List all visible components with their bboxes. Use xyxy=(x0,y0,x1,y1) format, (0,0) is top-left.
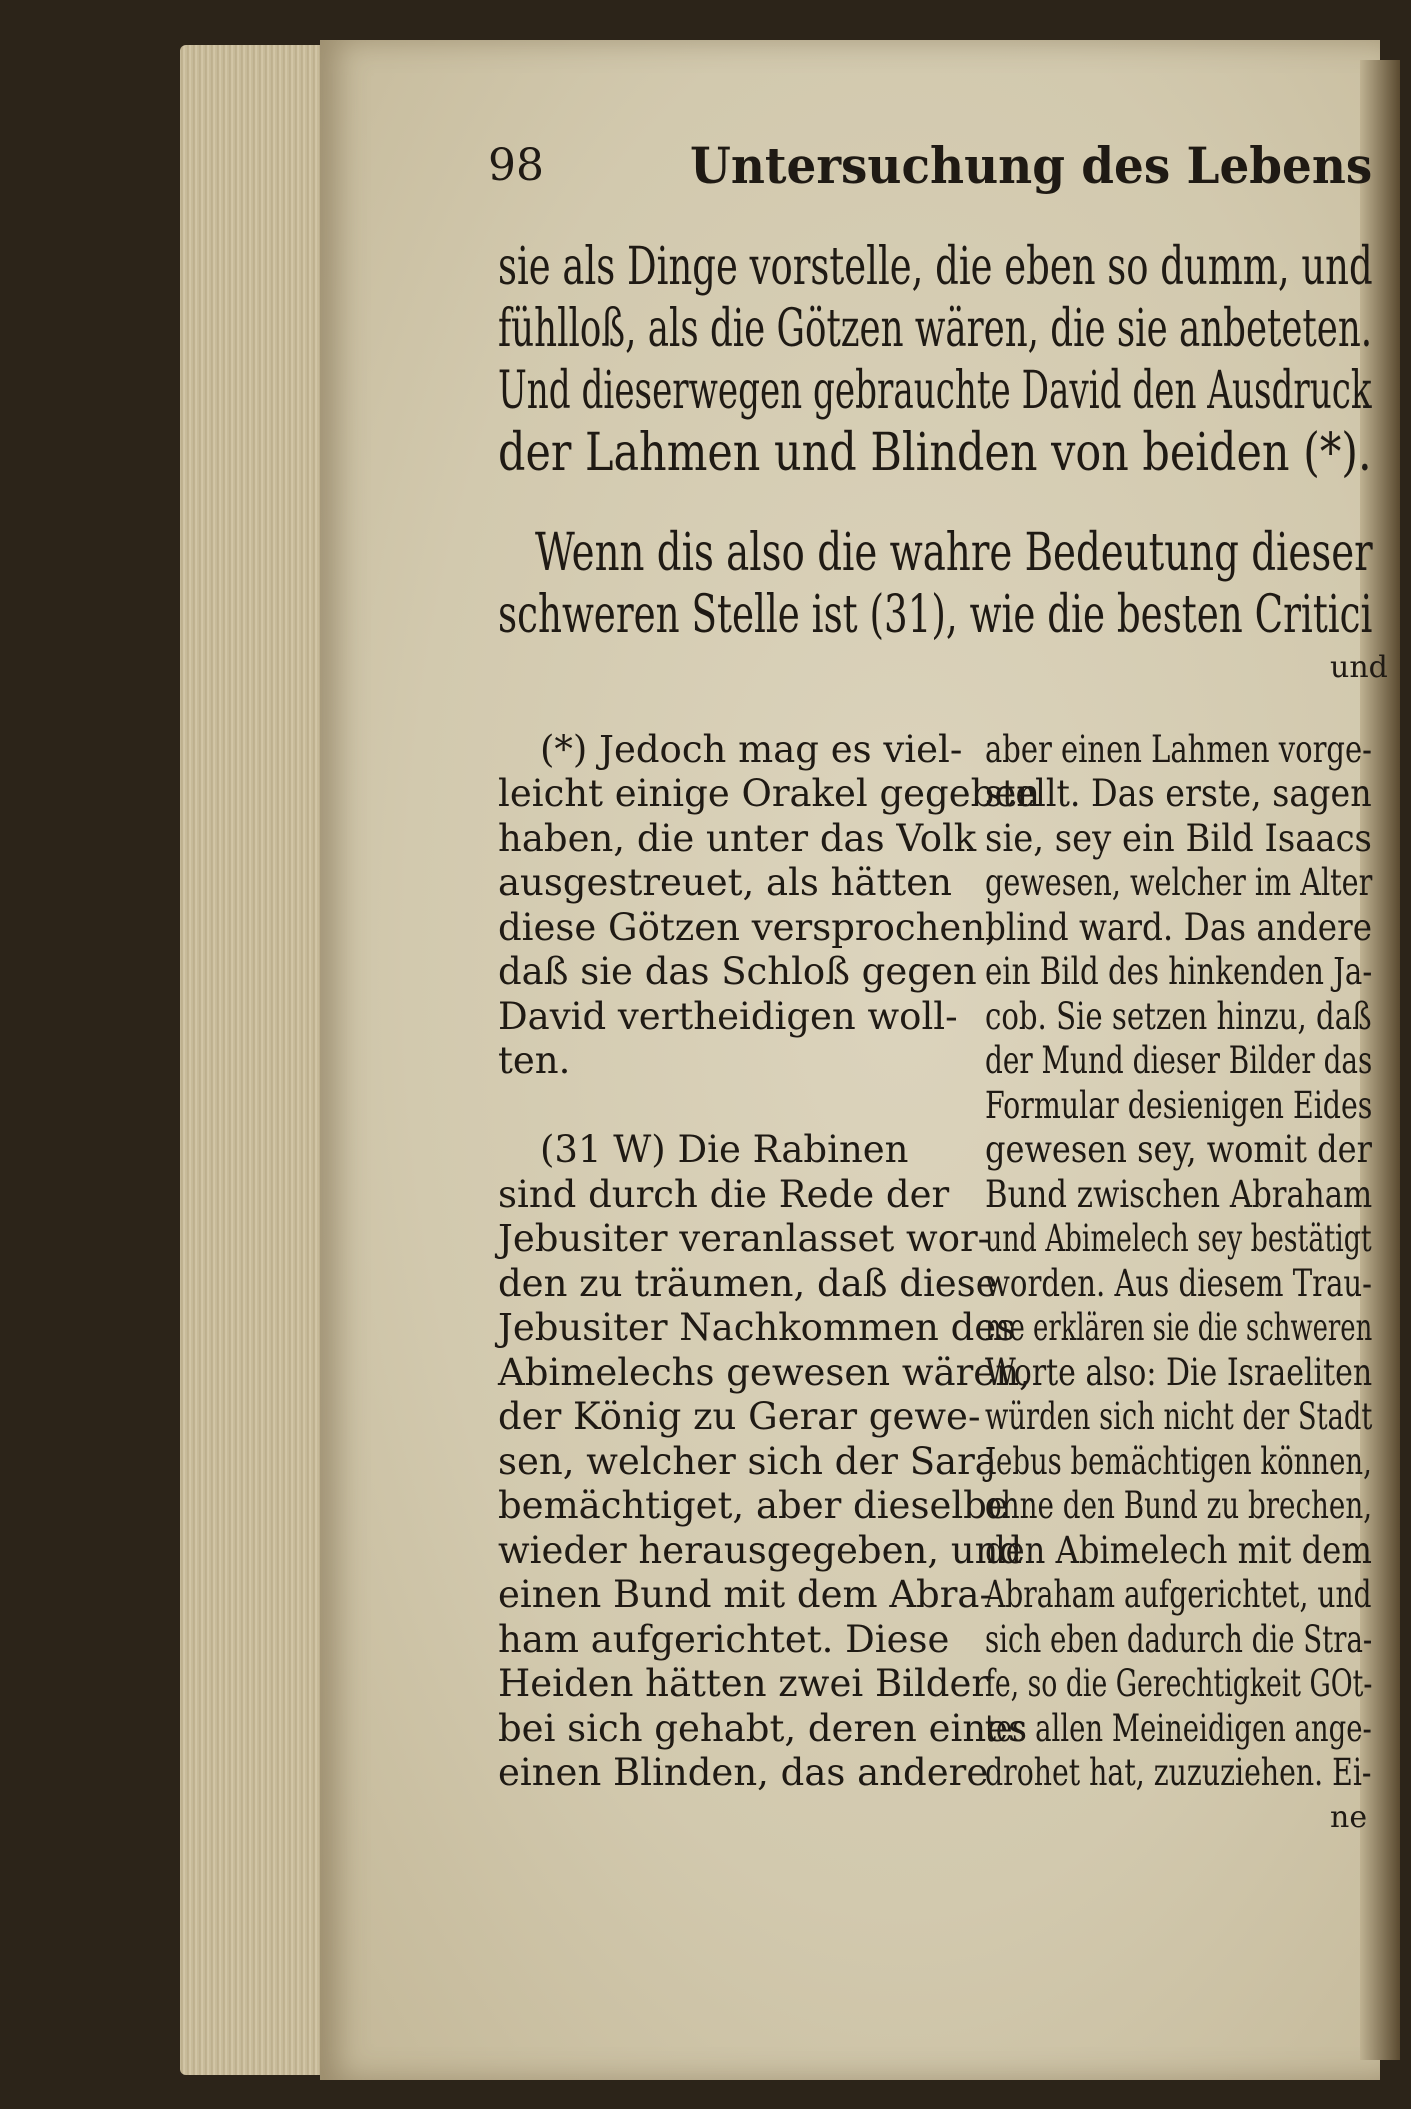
note-line: (*) Jedoch mag es viel- xyxy=(540,728,963,771)
note-line: Jebusiter veranlasset wor- xyxy=(498,1217,991,1260)
note-line: den zu träumen, daß diese xyxy=(498,1262,998,1305)
note-line: ten. xyxy=(498,1039,571,1082)
note-line: drohet hat, zuzuziehen. Ei- xyxy=(985,1751,1372,1794)
body-line: Und dieserwegen gebrauchte David den Ausdruck xyxy=(498,361,1372,421)
book-page-edges xyxy=(180,45,340,2075)
catchword: und xyxy=(1330,650,1388,685)
note-line: der König zu Gerar gewe- xyxy=(498,1395,981,1438)
note-line: bei sich gehabt, deren eines xyxy=(498,1707,1028,1750)
note-line: leicht einige Orakel gegeben xyxy=(498,772,1041,815)
note-line: fe, so die Gerechtigkeit GOt- xyxy=(985,1662,1373,1705)
note-line: Bund zwischen Abraham xyxy=(985,1173,1373,1216)
note-line: diese Götzen versprochen, xyxy=(498,906,997,949)
note-line: Heiden hätten zwei Bilder xyxy=(498,1662,990,1705)
note-line: aber einen Lahmen vorge- xyxy=(985,728,1372,771)
note-line: gewesen, welcher im Alter xyxy=(985,861,1373,904)
note-line: Abraham aufgerichtet, und xyxy=(985,1573,1372,1616)
note-line: worden. Aus diesem Trau- xyxy=(985,1262,1373,1305)
running-title: Untersuchung des Lebens xyxy=(690,136,1373,195)
note-line: einen Bund mit dem Abra- xyxy=(498,1573,992,1616)
note-line: Formular desienigen Eides xyxy=(985,1084,1373,1127)
note-catchword: ne xyxy=(1330,1800,1368,1835)
note-line: der Mund dieser Bilder das xyxy=(985,1039,1373,1082)
note-line: sind durch die Rede der xyxy=(498,1173,950,1216)
note-line: sie, sey ein Bild Isaacs xyxy=(985,817,1372,860)
note-line: Jebus bemächtigen können, xyxy=(985,1440,1372,1483)
note-line: gewesen sey, womit der xyxy=(985,1128,1372,1171)
body-line: sie als Dinge vorstelle, die eben so dumm, und xyxy=(498,237,1373,297)
body-line: fühlloß, als die Götzen wären, die sie anbeteten. xyxy=(498,299,1373,359)
body-line: Wenn dis also die wahre Bedeutung dieser xyxy=(535,523,1373,583)
note-line: daß sie das Schloß gegen xyxy=(498,950,977,993)
note-line: me erklären sie die schweren xyxy=(985,1306,1373,1349)
note-line: einen Blinden, das andere xyxy=(498,1751,989,1794)
note-line: blind ward. Das andere xyxy=(985,906,1373,949)
body-line: schweren Stelle ist (31), wie die besten Critici xyxy=(498,585,1373,645)
note-line: Jebusiter Nachkommen des xyxy=(498,1306,1016,1349)
note-line: sich eben dadurch die Stra- xyxy=(985,1618,1373,1661)
page-number: 98 xyxy=(488,140,544,191)
note-line: sen, welcher sich der Sara xyxy=(498,1440,997,1483)
note-line: David vertheidigen woll- xyxy=(498,995,958,1038)
note-line: tes allen Meineidigen ange- xyxy=(985,1707,1372,1750)
note-line: Worte also: Die Israeliten xyxy=(985,1351,1373,1394)
note-line: ohne den Bund zu brechen, xyxy=(985,1484,1373,1527)
note-line: haben, die unter das Volk xyxy=(498,817,977,860)
note-line: und Abimelech sey bestätigt xyxy=(985,1217,1372,1260)
note-line: ham aufgerichtet. Diese xyxy=(498,1618,950,1661)
note-line: stellt. Das erste, sagen xyxy=(985,772,1372,815)
body-line: der Lahmen und Blinden von beiden (*). xyxy=(498,423,1372,483)
note-line: wieder herausgegeben, und xyxy=(498,1529,1023,1572)
note-line: den Abimelech mit dem xyxy=(985,1529,1372,1572)
note-line: ausgestreuet, als hätten xyxy=(498,861,953,904)
note-line: Abimelechs gewesen wären, xyxy=(498,1351,1031,1394)
note-line: (31 W) Die Rabinen xyxy=(540,1128,909,1171)
note-line: bemächtiget, aber dieselbe xyxy=(498,1484,1009,1527)
note-line: cob. Sie setzen hinzu, daß xyxy=(985,995,1372,1038)
note-line: würden sich nicht der Stadt xyxy=(985,1395,1373,1438)
note-line: ein Bild des hinkenden Ja- xyxy=(985,950,1373,993)
